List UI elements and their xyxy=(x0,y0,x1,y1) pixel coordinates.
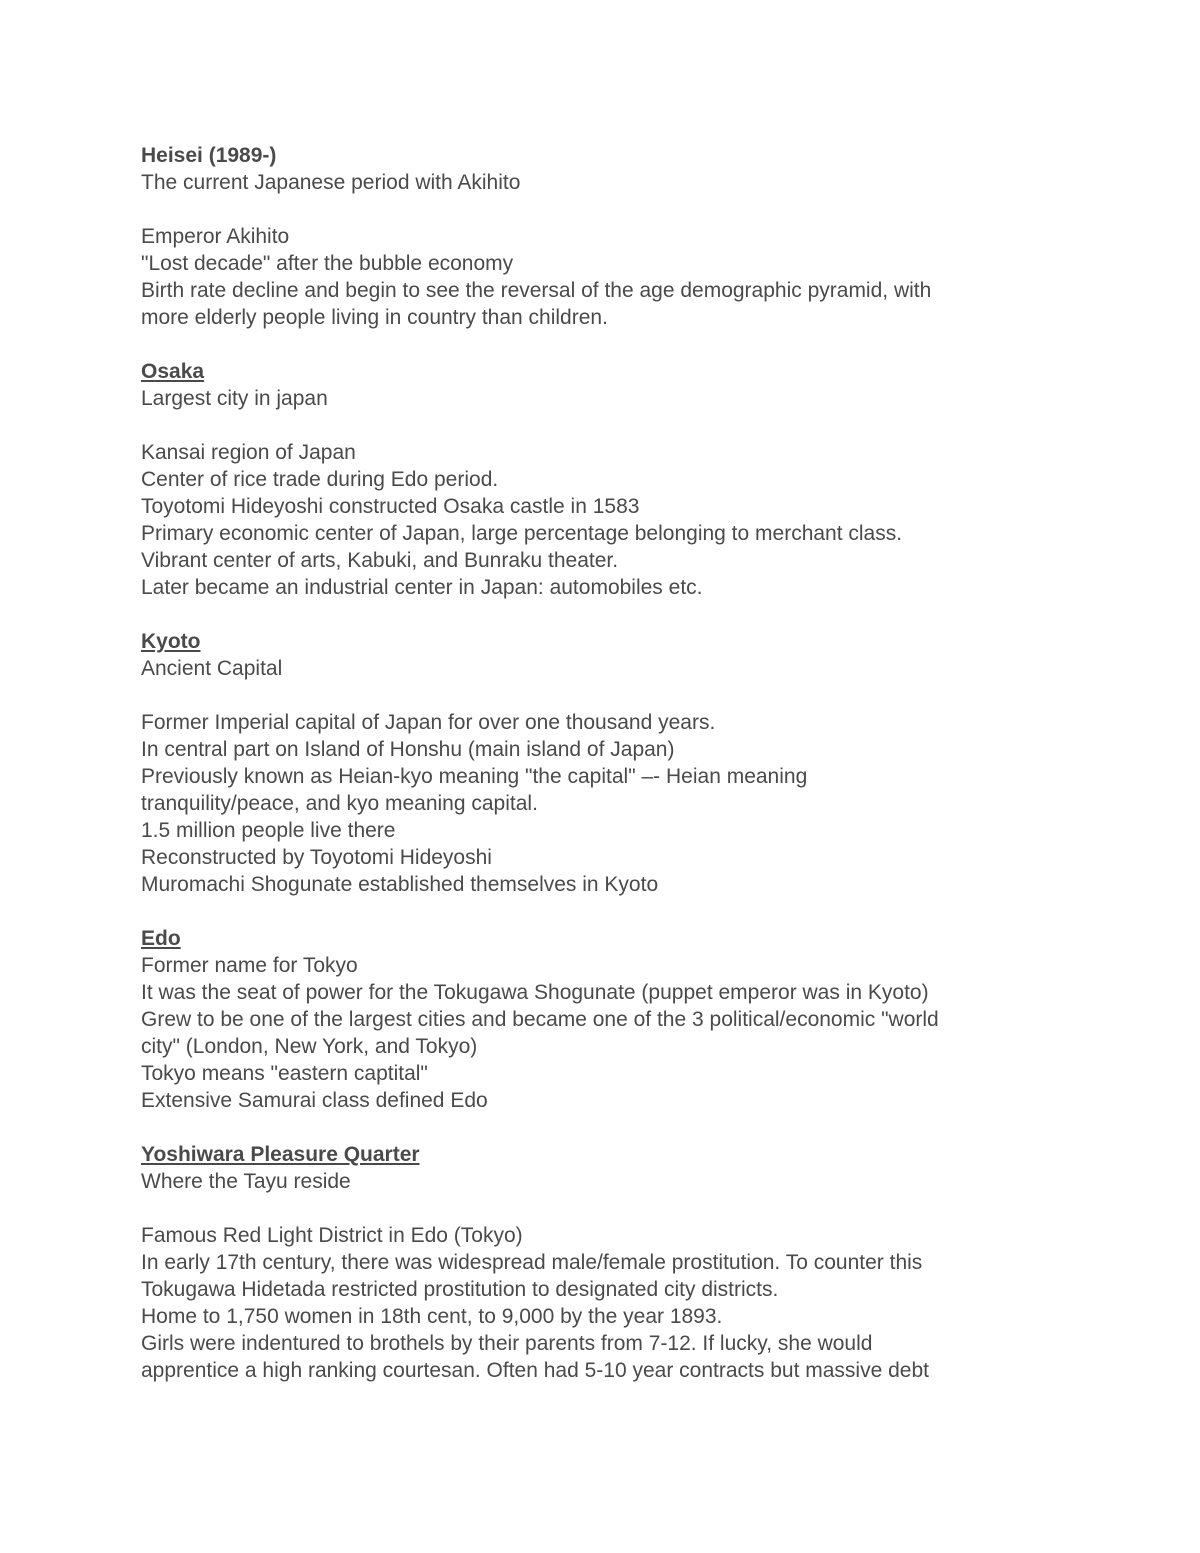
body-line: Grew to be one of the largest cities and became one of the 3 political/economic "world xyxy=(141,1008,939,1031)
spacer xyxy=(141,1195,1061,1222)
body-line: "Lost decade" after the bubble economy xyxy=(141,252,514,275)
body-line: Extensive Samurai class defined Edo xyxy=(141,1089,488,1112)
body-line: Primary economic center of Japan, large percentage belonging to merchant class. xyxy=(141,522,903,545)
body-line: tranquility/peace, and kyo meaning capital. xyxy=(141,792,538,815)
spacer xyxy=(141,331,1061,358)
body-line: It was the seat of power for the Tokugawa Shogunate (puppet emperor was in Kyoto) xyxy=(141,981,929,1004)
spacer xyxy=(141,412,1061,439)
section-heading: Osaka xyxy=(141,360,205,383)
body-line: apprentice a high ranking courtesan. Often had 5-10 year contracts but massive debt xyxy=(141,1359,929,1382)
section-subtitle: The current Japanese period with Akihito xyxy=(141,171,521,194)
body-line: Previously known as Heian-kyo meaning "the capital" –- Heian meaning xyxy=(141,765,808,788)
section-heading: Yoshiwara Pleasure Quarter xyxy=(141,1143,420,1166)
section-yoshiwara xyxy=(141,1141,1061,1384)
body-line: Former Imperial capital of Japan for over one thousand years. xyxy=(141,711,716,734)
section-heading: Kyoto xyxy=(141,630,201,653)
spacer xyxy=(141,898,1061,925)
section-osaka xyxy=(141,358,1061,601)
body-line: Later became an industrial center in Japan: automobiles etc. xyxy=(141,576,703,599)
section-subtitle: Former name for Tokyo xyxy=(141,954,358,977)
spacer xyxy=(141,196,1061,223)
body-line: In early 17th century, there was widespread male/female prostitution. To counter this xyxy=(141,1251,923,1274)
body-line: city" (London, New York, and Tokyo) xyxy=(141,1035,478,1058)
body-line: Muromachi Shogunate established themselves in Kyoto xyxy=(141,873,659,896)
body-line: Famous Red Light District in Edo (Tokyo) xyxy=(141,1224,523,1247)
section-heisei xyxy=(141,142,1061,331)
body-line: Kansai region of Japan xyxy=(141,441,356,464)
spacer xyxy=(141,682,1061,709)
body-line: Home to 1,750 women in 18th cent, to 9,000 by the year 1893. xyxy=(141,1305,723,1328)
body-line: In central part on Island of Honshu (main island of Japan) xyxy=(141,738,675,761)
section-edo xyxy=(141,925,1061,1114)
spacer xyxy=(141,1114,1061,1141)
document-page xyxy=(141,142,1061,1384)
body-line: Emperor Akihito xyxy=(141,225,290,248)
body-line: more elderly people living in country than children. xyxy=(141,306,608,329)
body-line: Tokugawa Hidetada restricted prostitution to designated city districts. xyxy=(141,1278,779,1301)
body-line: Center of rice trade during Edo period. xyxy=(141,468,499,491)
body-line: Tokyo means "eastern captital" xyxy=(141,1062,428,1085)
body-line: Toyotomi Hideyoshi constructed Osaka castle in 1583 xyxy=(141,495,640,518)
body-line: Girls were indentured to brothels by their parents from 7-12. If lucky, she would xyxy=(141,1332,873,1355)
spacer xyxy=(141,601,1061,628)
section-heading: Heisei (1989-) xyxy=(141,144,277,167)
section-subtitle: Ancient Capital xyxy=(141,657,283,680)
body-line: Birth rate decline and begin to see the reversal of the age demographic pyramid, with xyxy=(141,279,932,302)
section-kyoto xyxy=(141,628,1061,898)
body-line: 1.5 million people live there xyxy=(141,819,396,842)
section-subtitle: Where the Tayu reside xyxy=(141,1170,351,1193)
section-heading: Edo xyxy=(141,927,181,950)
section-subtitle: Largest city in japan xyxy=(141,387,328,410)
body-line: Reconstructed by Toyotomi Hideyoshi xyxy=(141,846,492,869)
body-line: Vibrant center of arts, Kabuki, and Bunraku theater. xyxy=(141,549,619,572)
